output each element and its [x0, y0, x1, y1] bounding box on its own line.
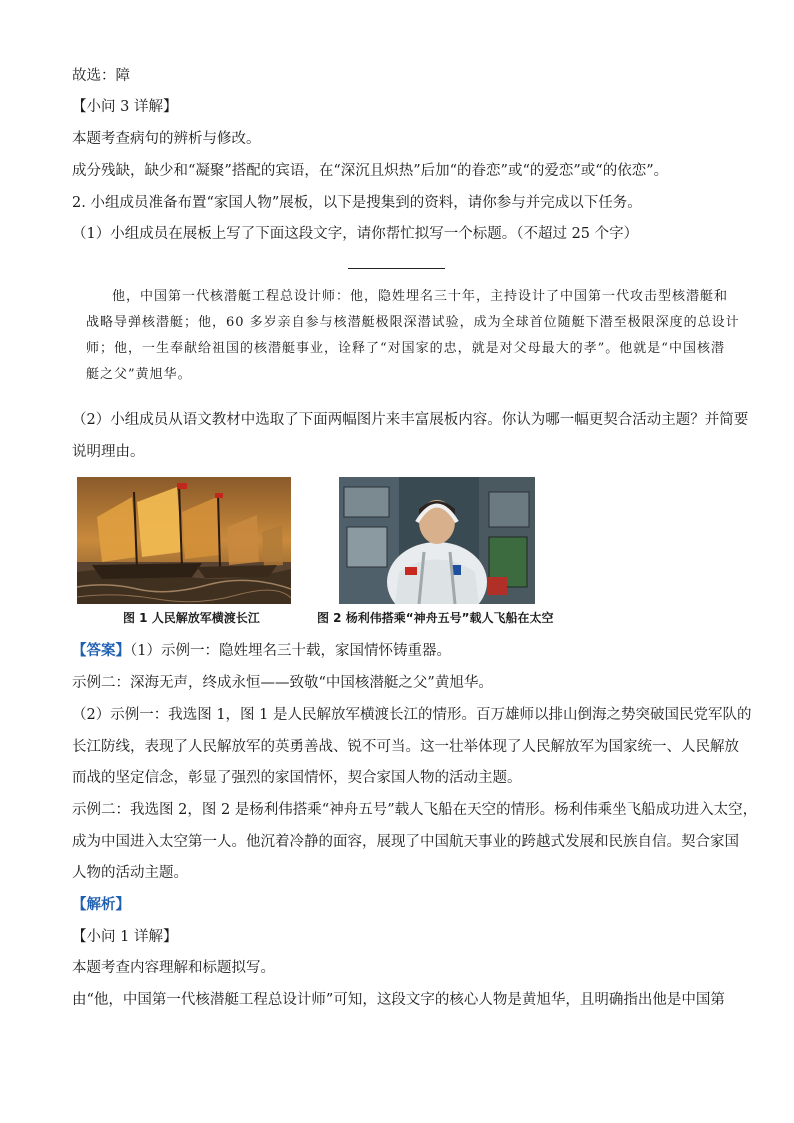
answer-text: （1）示例一：隐姓埋名三十载，家国情怀铸重器。 — [130, 643, 451, 659]
question-text: （2）小组成员从语文教材中选取了下面两幅图片来丰富展板内容。你认为哪一幅更契合活动主题？并简要 — [72, 412, 749, 428]
answer-text: 人物的活动主题。 — [72, 865, 188, 881]
passage-line: 他，中国第一代核潜艇工程总设计师：他，隐姓埋名三十年，主持设计了中国第一代攻击型核潜艇和 — [112, 289, 729, 304]
text-line: 本题考查病句的辨析与修改。 — [72, 131, 261, 147]
text-line: 成分残缺，缺少和“凝聚”搭配的宾语，在“深沉且炽热”后加“的眷恋”或“的爱恋”或“的依恋”。 — [72, 163, 669, 179]
answer-text: 示例二：我选图 2，图 2 是杨利伟搭乘“神舟五号”载人飞船在天空的情形。杨利伟乘坐飞船成功进入太空， — [72, 802, 758, 818]
question-text: 说明理由。 — [72, 444, 145, 460]
figure-2-image — [339, 477, 535, 604]
text-line: 故选：障 — [72, 68, 130, 84]
figure-2-caption: 图 2 杨利伟搭乘“神舟五号”载人飞船在太空 — [317, 611, 554, 625]
answer-text: 示例二：深海无声，终成永恒——致敬“中国核潜艇之父”黄旭华。 — [72, 675, 493, 691]
section-heading: 【小问 1 详解】 — [72, 929, 178, 945]
passage-line: 艇之父”黄旭华。 — [86, 367, 192, 382]
passage-line: 战略导弹核潜艇；他，60 多岁亲自参与核潜艇极限深潜试验，成为全球首位随艇下潜至极限深度的总设计 — [86, 315, 740, 330]
answer-tag: 【答案】 — [72, 642, 130, 659]
answer-text: 成为中国进入太空第一人。他沉着冷静的面容，展现了中国航天事业的跨越式发展和民族自信。契合家国 — [72, 834, 739, 850]
answer-text: 而战的坚定信念，彰显了强烈的家国情怀，契合家国人物的活动主题。 — [72, 770, 522, 786]
answer-text: （2）示例一：我选图 1，图 1 是人民解放军横渡长江的情形。百万雄师以排山倒海之势突破国民党军队的 — [72, 707, 752, 723]
title-answer-blank — [348, 268, 445, 269]
section-heading: 【小问 3 详解】 — [72, 99, 178, 115]
question-text: （1）小组成员在展板上写了下面这段文字，请你帮忙拟写一个标题。（不超过 25 个字） — [72, 226, 639, 242]
answer-line — [72, 641, 451, 661]
text-line: 本题考查内容理解和标题拟写。 — [72, 960, 275, 976]
question-text: 2. 小组成员准备布置“家国人物”展板，以下是搜集到的资料，请你参与并完成以下任务。 — [72, 195, 642, 211]
figure-1-caption: 图 1 人民解放军横渡长江 — [123, 611, 260, 625]
quoted-passage — [86, 284, 740, 388]
answer-text: 长江防线，表现了人民解放军的英勇善战、锐不可当。这一壮举体现了人民解放军为国家统一、人民解放 — [72, 739, 739, 755]
passage-line: 师；他，一生奉献给祖国的核潜艇事业，诠释了“对国家的忠，就是对父母最大的孝”。他就是“中国核潜 — [86, 341, 725, 356]
figure-1-image — [77, 477, 291, 604]
analysis-tag: 【解析】 — [72, 896, 130, 913]
text-line: 由“他，中国第一代核潜艇工程总设计师”可知，这段文字的核心人物是黄旭华，且明确指出他是中国第 — [72, 992, 725, 1008]
